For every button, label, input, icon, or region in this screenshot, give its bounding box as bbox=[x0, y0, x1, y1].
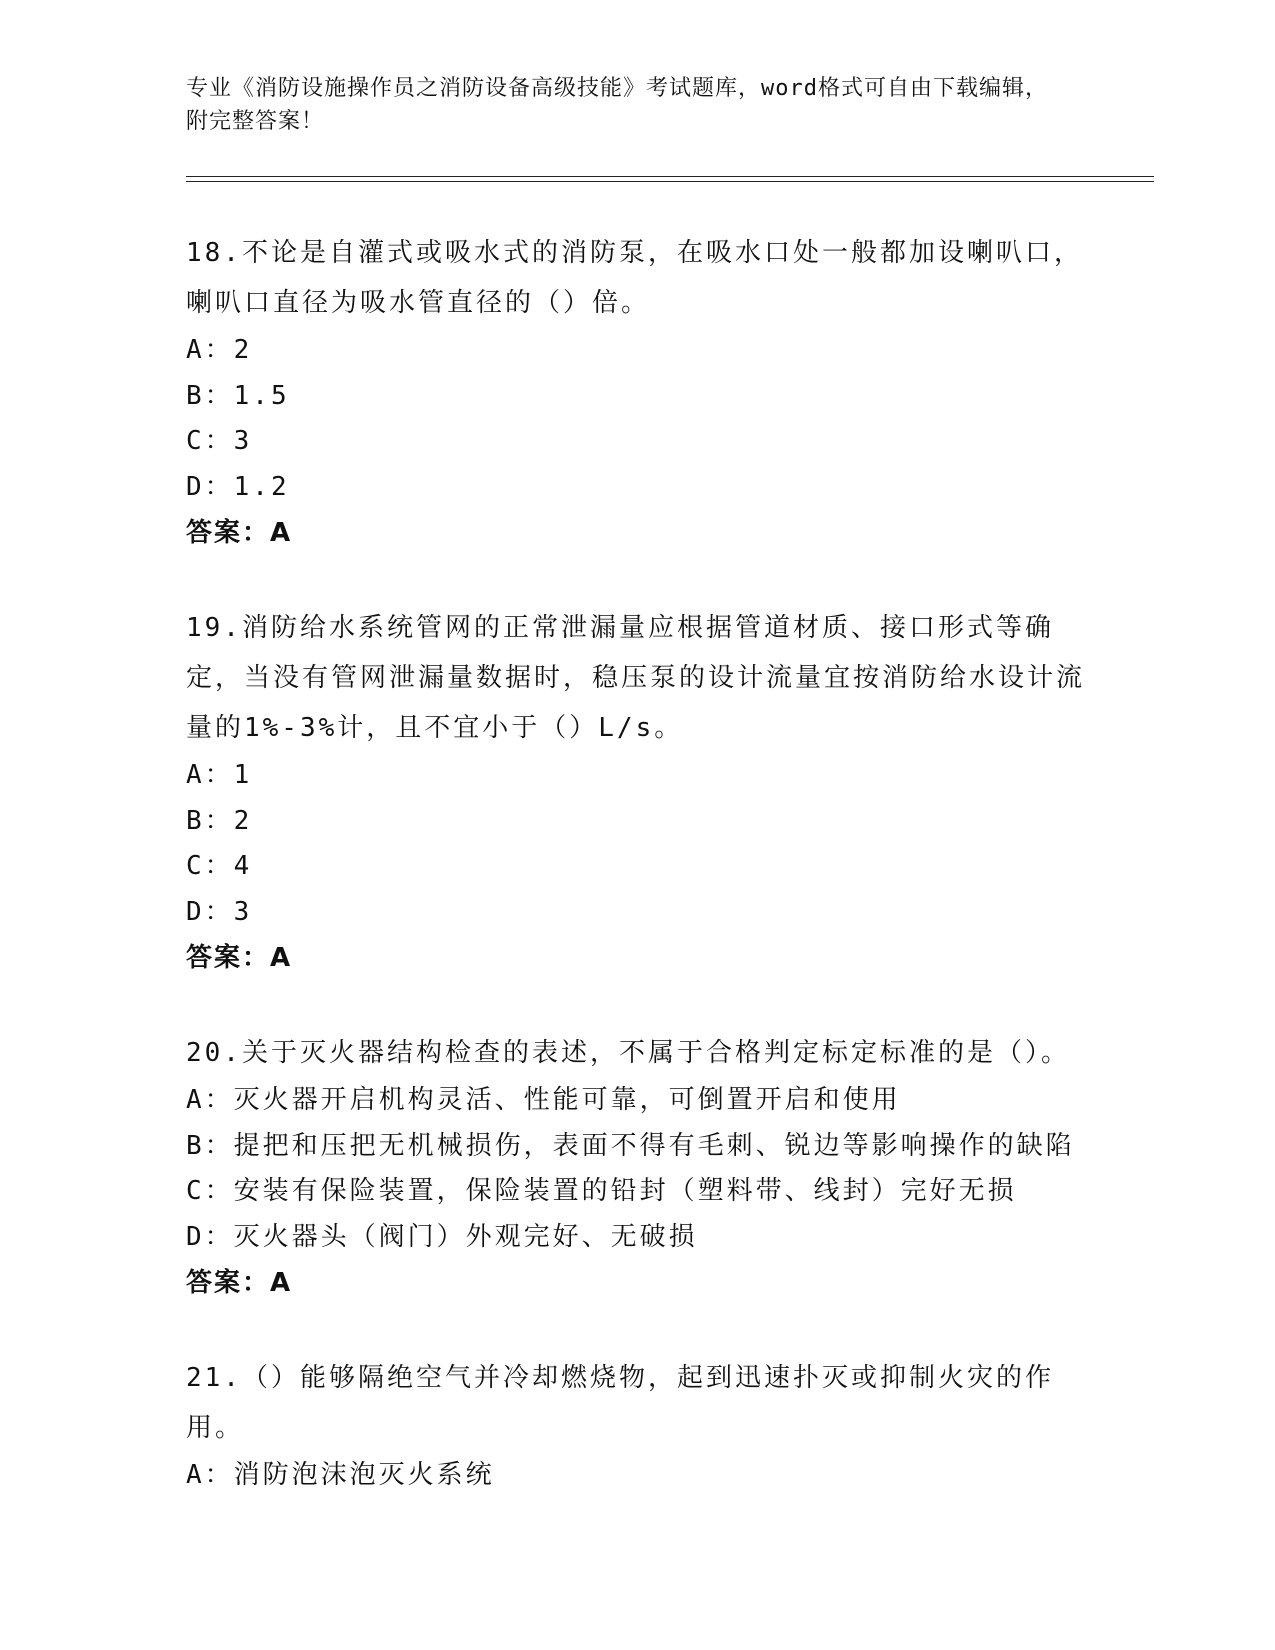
option-b: B：2 bbox=[186, 805, 253, 836]
answer-line: 答案：A bbox=[186, 1268, 293, 1298]
option-a: A：2 bbox=[186, 335, 253, 365]
question-stem: 21.（）能够隔绝空气并冷却燃烧物，起到迅速扑灭或抑制火灾的作用。 bbox=[186, 1363, 1054, 1443]
answer-line: 答案：A bbox=[186, 943, 293, 973]
option-d: D：1.2 bbox=[186, 471, 290, 502]
question-stem: 18.不论是自灌式或吸水式的消防泵，在吸水口处一般都加设喇叭口，喇叭口直径为吸水管直径的（）倍。 bbox=[186, 238, 1083, 318]
question-18 bbox=[186, 228, 1086, 557]
option-b: B：1.5 bbox=[186, 380, 290, 411]
header-divider-bottom bbox=[186, 181, 1154, 182]
document-header: 专业《消防设施操作员之消防设备高级技能》考试题库，word格式可自由下载编辑，附完整答案！ bbox=[186, 76, 1048, 134]
header-divider-top bbox=[186, 176, 1154, 177]
question-21 bbox=[186, 1353, 1086, 1499]
question-20 bbox=[186, 1028, 1086, 1307]
option-d: D：3 bbox=[186, 896, 253, 927]
option-b: B：提把和压把无机械损伤，表面不得有毛刺、锐边等影响操作的缺陷 bbox=[186, 1130, 1075, 1161]
answer-line: 答案：A bbox=[186, 518, 293, 548]
question-list bbox=[186, 228, 1086, 1545]
option-a: A：1 bbox=[186, 760, 253, 790]
option-a: A：消防泡沫泡灭火系统 bbox=[186, 1460, 495, 1490]
option-a: A：灭火器开启机构灵活、性能可靠，可倒置开启和使用 bbox=[186, 1085, 901, 1115]
option-c: C：安装有保险装置，保险装置的铅封（塑料带、线封）完好无损 bbox=[186, 1176, 1017, 1206]
question-stem: 20.关于灭火器结构检查的表述，不属于合格判定标定标准的是（）。 bbox=[186, 1038, 1070, 1068]
option-c: C：4 bbox=[186, 851, 253, 881]
question-stem: 19.消防给水系统管网的正常泄漏量应根据管道材质、接口形式等确定，当没有管网泄漏量数据时，稳压泵的设计流量宜按消防给水设计流量的1%-3%计，且不宜小于（）L/s。 bbox=[186, 613, 1086, 743]
option-c: C：3 bbox=[186, 426, 253, 456]
question-19 bbox=[186, 603, 1086, 982]
option-d: D：灭火器头（阀门）外观完好、无破损 bbox=[186, 1221, 698, 1252]
